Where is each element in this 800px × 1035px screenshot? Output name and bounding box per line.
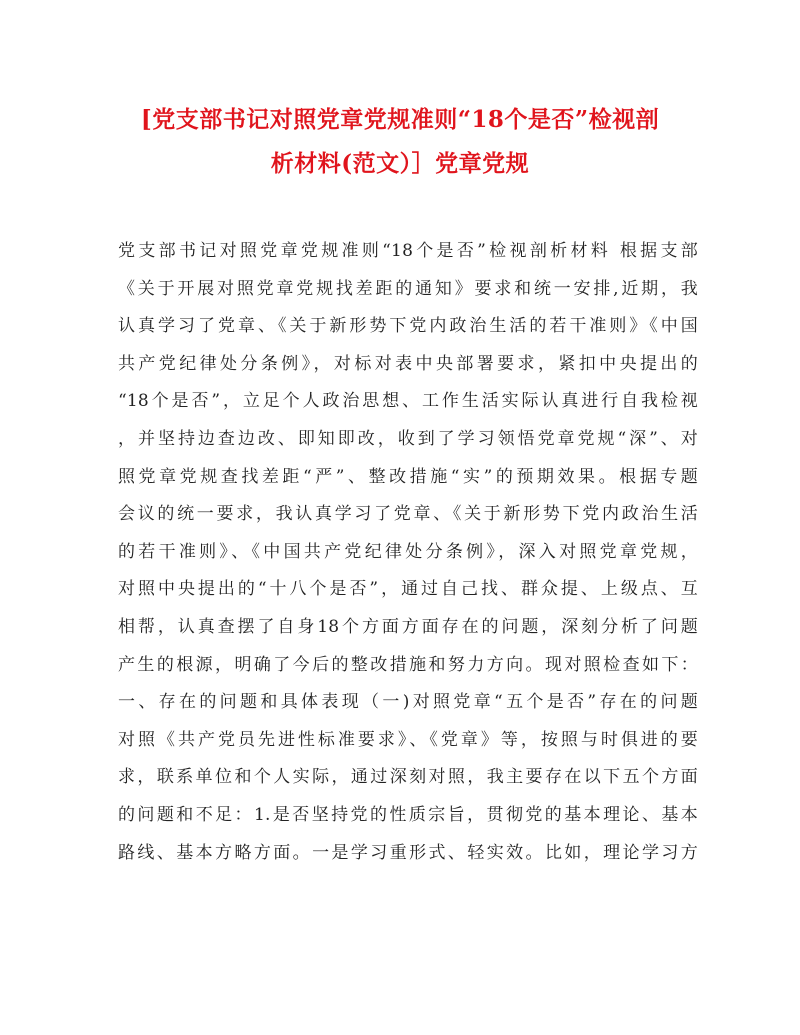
body-line-5: “18个是否”，立足个人政治思想、工作生活实际认真进行自我检视	[118, 391, 698, 412]
body-line-15: 求，联系单位和个人实际，通过深刻对照，我主要存在以下五个方面	[118, 767, 698, 788]
body-line-17: 路线、基本方略方面。一是学习重形式、轻实效。比如，理论学习方	[118, 842, 698, 863]
body-line-16: 的问题和不足：1.是否坚持党的性质宗旨，贯彻党的基本理论、基本	[118, 804, 698, 825]
document-body	[118, 233, 698, 872]
body-line-4: 共产党纪律处分条例》，对标对表中央部署要求，紧扣中央提出的	[118, 353, 698, 374]
body-line-8: 会议的统一要求，我认真学习了党章、《关于新形势下党内政治生活	[118, 504, 698, 525]
body-line-7: 照党章党规查找差距“严”、整改措施“实”的预期效果。根据专题	[118, 466, 698, 487]
body-line-11: 相帮，认真查摆了自身18个方面方面存在的问题，深刻分析了问题	[118, 616, 698, 637]
title-line-1: [党支部书记对照党章党规准则“18个是否”检视剖	[140, 106, 660, 133]
body-line-13: 一、存在的问题和具体表现（一)对照党章“五个是否”存在的问题	[118, 692, 698, 713]
body-line-6: ，并坚持边查边改、即知即改，收到了学习领悟党章党规“深”、对	[118, 428, 698, 449]
document-title	[110, 98, 690, 186]
body-line-9: 的若干准则》、《中国共产党纪律处分条例》，深入对照党章党规，	[118, 541, 698, 562]
body-line-2: 《关于开展对照党章党规找差距的通知》要求和统一安排,近期，我	[118, 278, 698, 299]
body-line-14: 对照《共产党员先进性标准要求》、《党章》等，按照与时俱进的要	[118, 729, 698, 750]
body-line-1: 党支部书记对照党章党规准则“18个是否”检视剖析材料 根据支部	[118, 241, 698, 261]
body-line-10: 对照中央提出的“十八个是否”，通过自己找、群众提、上级点、互	[118, 579, 698, 600]
body-line-3: 认真学习了党章、《关于新形势下党内政治生活的若干准则》《中国	[118, 316, 698, 337]
body-line-12: 产生的根源，明确了今后的整改措施和努力方向。现对照检查如下：	[118, 654, 698, 675]
title-line-2: 析材料(范文）］党章党规	[270, 150, 530, 177]
